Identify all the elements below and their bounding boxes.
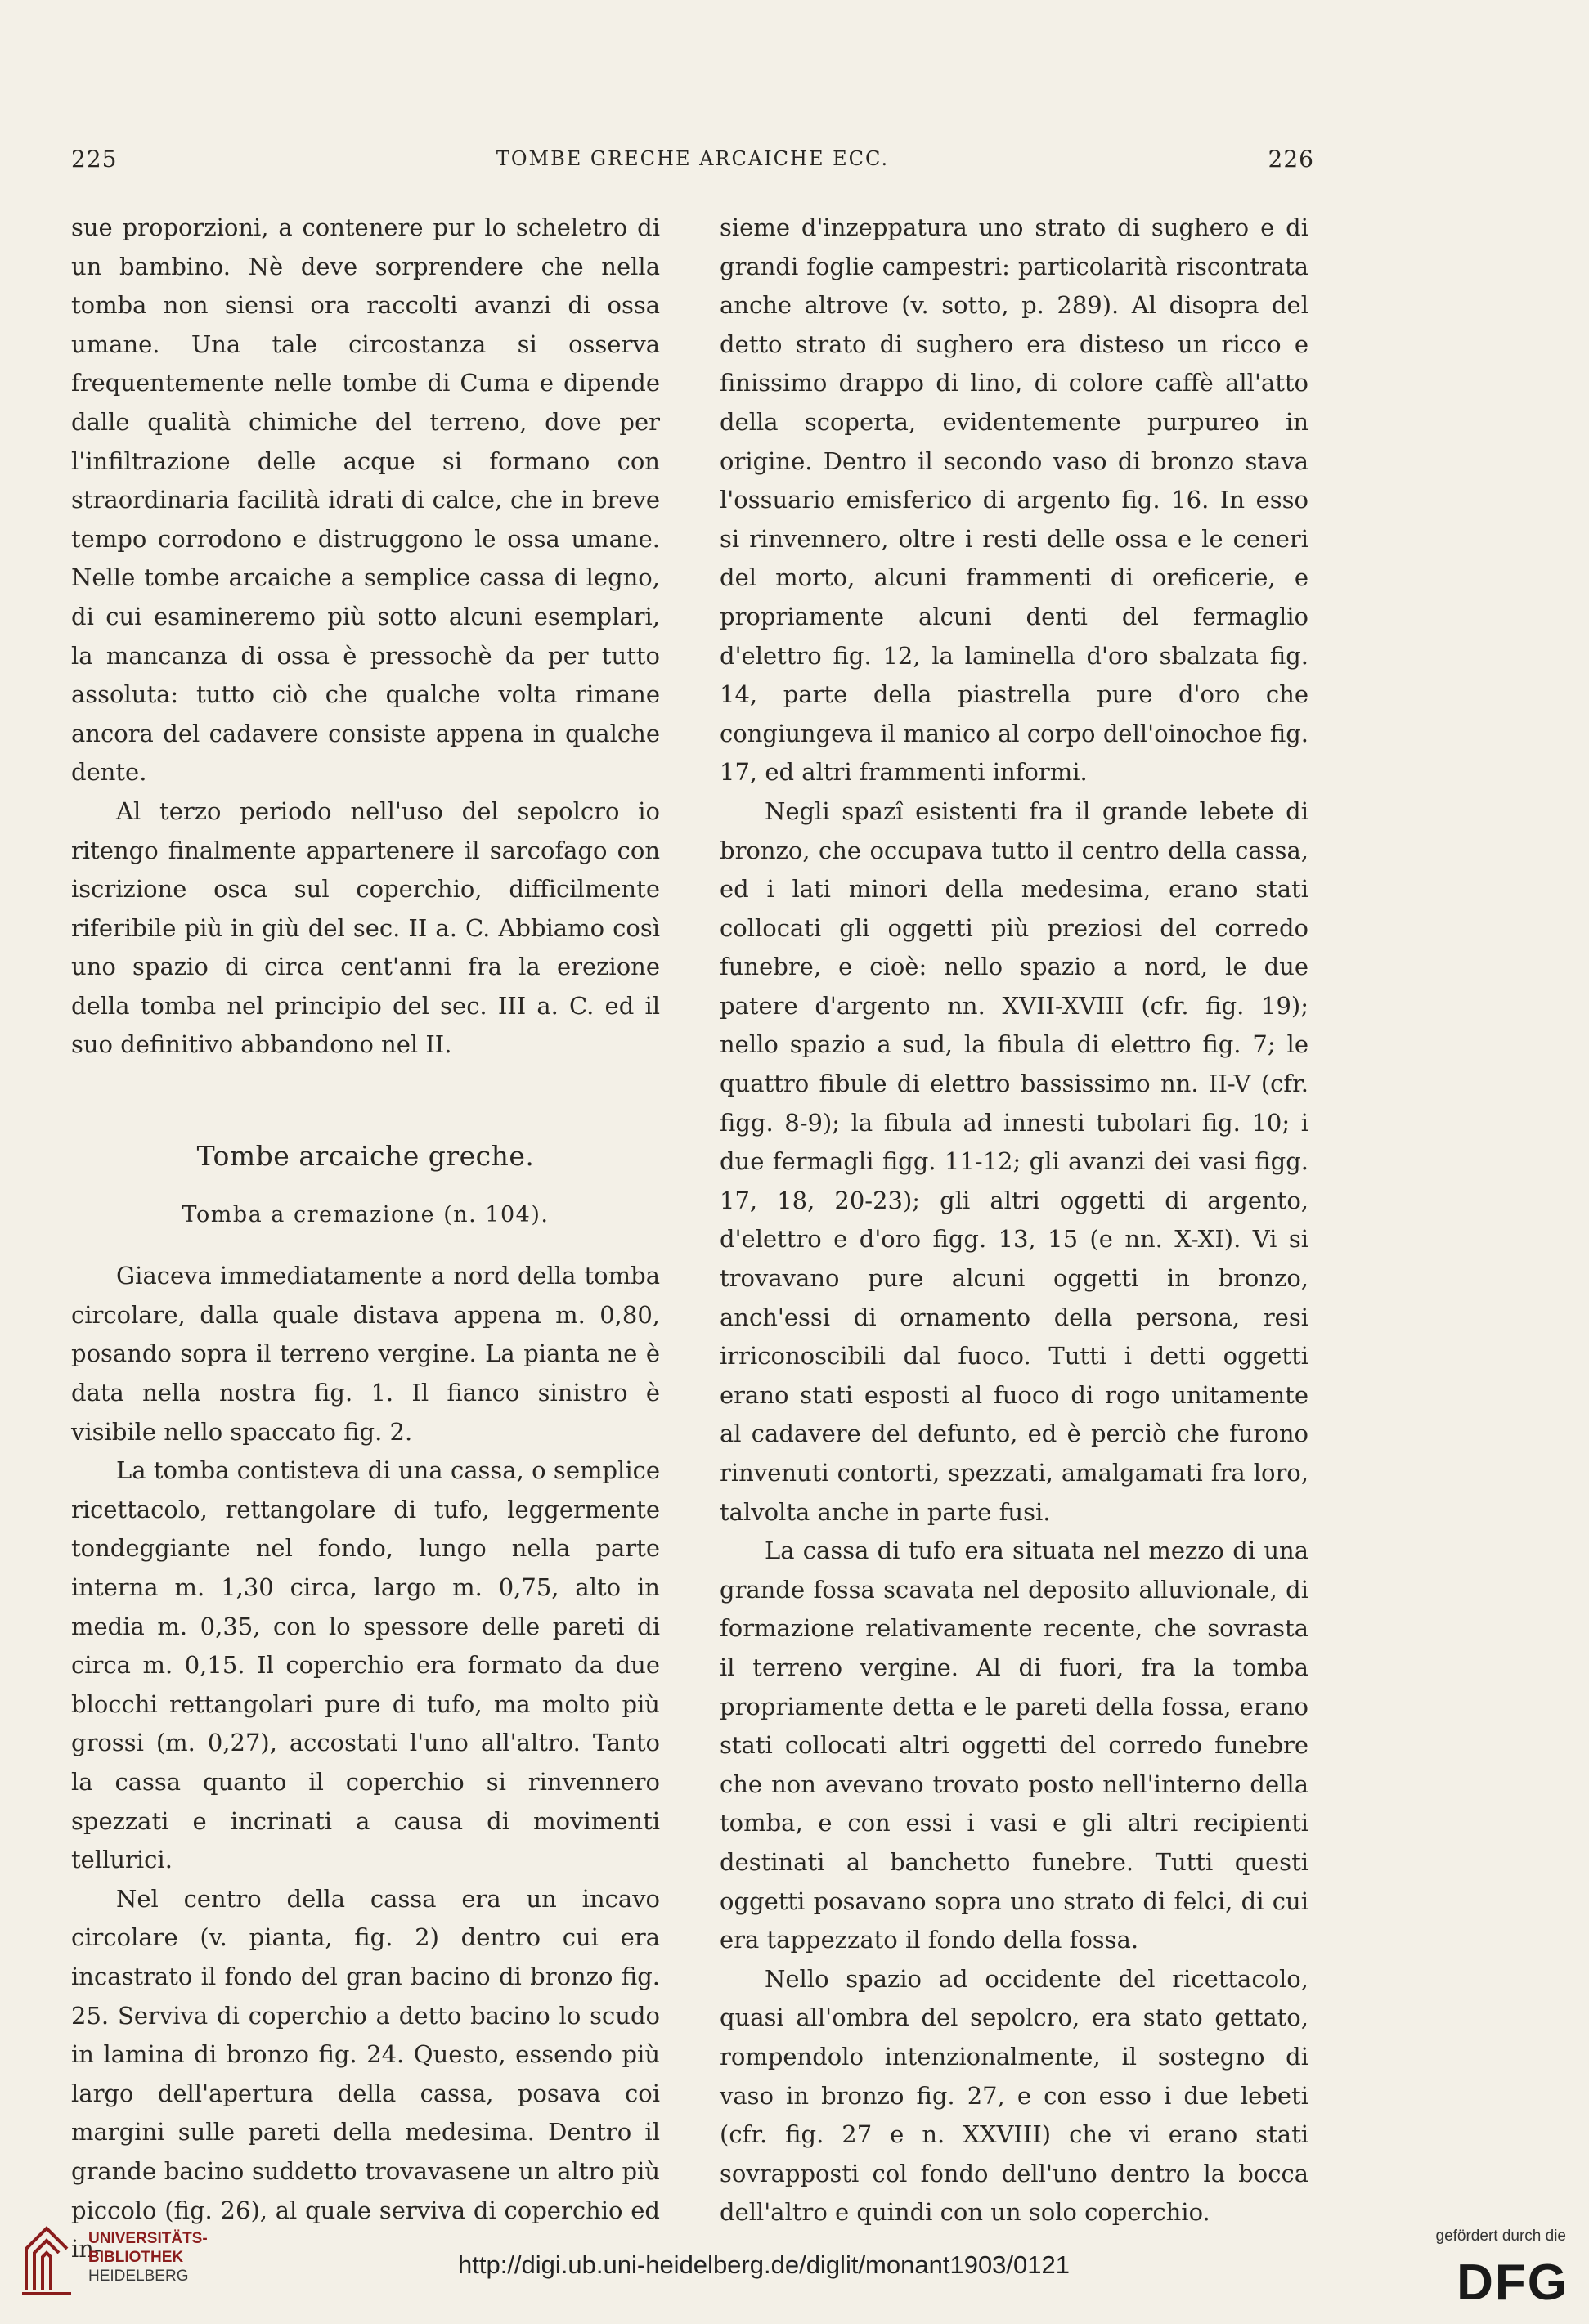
right-column — [720, 209, 1308, 2232]
paragraph: La tomba contisteva di una cassa, o semplice ricettacolo, rettangolare di tufo, leggermente tondeggiante nel fondo, lungo nella parte interna m. 1,30 circa, largo m. 0,75, alto in media m. 0,35, con lo spessore delle pareti di circa m. 0,15. Il coperchio era formato da due blocchi rettangolari pure di tufo, ma molto più grossi (m. 0,27), accostati l'uno all'altro. Tanto la cassa quanto il coperchio si rinvennero spezzati e incrinati a causa di movimenti tellurici. — [71, 1456, 660, 1874]
funding-caption: gefördert durch die — [1435, 2228, 1566, 2245]
paragraph: La cassa di tufo era situata nel mezzo di una grande fossa scavata nel deposito alluvionale, di formazione relativamente recente, che sovrasta il terreno vergine. Al di fuori, fra la tomba propriamente detta e le pareti della fossa, erano stati collocati altri oggetti del corredo funebre che non avevano trovato posto nell'interno della tomba, e con essi i vasi e gli altri recipienti destinati al banchetto funebre. Tutti questi oggetti posavano sopra uno strato di felci, di cui era tappezzato il fondo della fossa. — [720, 1537, 1308, 1954]
dfg-logo-icon: DFG — [1457, 2254, 1569, 2311]
paragraph: Nel centro della cassa era un incavo circolare (v. pianta, fig. 2) dentro cui era incastrato il fondo del gran bacino di bronzo fig. 25. Serviva di coperchio a detto bacino lo scudo in lamina di bronzo fig. 24. Questo, essendo più largo dell'apertura della cassa, posava coi margini sulle pareti della medesima. Dentro il grande bacino suddetto trovavasene un altro più piccolo (fig. 26), al quale serviva di coperchio ed in- — [71, 1884, 660, 2263]
left-column — [71, 209, 660, 2269]
paragraph: Nello spazio ad occidente del ricettacolo, quasi all'ombra del sepolcro, era stato gettato, rompendolo intenzionalmente, il sostegno di vaso in bronzo fig. 27, e con esso i due lebeti (cfr. fig. 27 e n. XXVIII) che vi erano stati sovrapposti col fondo dell'uno dentro la bocca dell'altro e quindi con un solo coperchio. — [720, 1964, 1308, 2227]
paragraph: sieme d'inzeppatura uno strato di sughero e di grandi foglie campestri: particolarità riscontrata anche altrove (v. sotto, p. 289). Al disopra del detto strato di sughero era disteso un ricco e finissimo drappo di lino, di colore caffè all'atto della scoperta, evidentemente purpureo in origine. Dentro il secondo vaso di bronzo stava l'ossuario emisferico di argento fig. 16. In esso si rinvennero, oltre i resti delle ossa e le ceneri del morto, alcuni frammenti di oreficerie, e propriamente alcuni denti del fermaglio d'elettro fig. 12, la laminella d'oro sbalzata fig. 14, parte della piastrella pure d'oro che congiungeva il manico al corpo dell'oinochoe fig. 17, ed altri frammenti informi. — [720, 213, 1308, 787]
page-number-right: 226 — [1268, 146, 1314, 173]
footer-bar — [0, 2200, 1589, 2324]
permalink-url[interactable]: http://digi.ub.uni-heidelberg.de/diglit/monant1903/0121 — [458, 2250, 1070, 2279]
paragraph: Al terzo periodo nell'uso del sepolcro io ritengo finalmente appartenere il sarcofago con iscrizione osca sul coperchio, difficilmente riferibile più in giù del sec. II a. C. Abbiamo così uno spazio di circa cent'anni fra la erezione della tomba nel principio del sec. III a. C. ed il suo definitivo abbandono nel II. — [71, 796, 660, 1059]
paragraph: Giaceva immediatamente a nord della tomba circolare, dalla quale distava appena m. 0,80, posando sopra il terreno vergine. La pianta ne è data nella nostra fig. 1. Il fianco sinistro è visibile nello spaccato fig. 2. — [71, 1262, 660, 1446]
paragraph: sue proporzioni, a contenere pur lo scheletro di un bambino. Nè deve sorprendere che nella tomba non siensi ora raccolti avanzi di ossa umane. Una tale circostanza si osserva frequentemente nelle tombe di Cuma e dipende dalle qualità chimiche del terreno, dove per l'infiltrazione delle acque si formano con straordinaria facilità idrati di calce, che in breve tempo corrodono e distruggono le ossa umane. Nelle tombe arcaiche a semplice cassa di legno, di cui esamineremo più sotto alcuni esemplari, la mancanza di ossa è pressochè da per tutto assoluta: tutto ciò che qualche volta rimane ancora del cadavere consiste appena in qualche dente. — [71, 213, 660, 787]
library-logo-icon — [18, 2216, 75, 2298]
paragraph: Negli spazî esistenti fra il grande lebete di bronzo, che occupava tutto il centro della cassa, ed i lati minori della medesima, erano stati collocati gli oggetti più preziosi del corredo funebre, e cioè: nello spazio a nord, le due patere d'argento nn. XVII-XVIII (cfr. fig. 19); nello spazio a sud, la fibula di elettro fig. 7; le quattro fibule di elettro bassissimo nn. II-V (cfr. figg. 8-9); la fibula ad innesti tubolari fig. 10; i due fermagli figg. 11-12; gli avanzi dei vasi figg. 17, 18, 20-23); gli altri oggetti di argento, d'elettro e d'oro figg. 13, 15 (e nn. X-XI). Vi si trovavano pure alcuni oggetti in bronzo, anch'essi di ornamento della persona, resi irriconoscibili dal fuoco. Tutti i detti oggetti erano stati esposti al fuoco di rogo unitamente al cadavere del defunto, ed è perciò che furono rinvenuti contorti, spezzati, amalgamati fra loro, talvolta anche in parte fusi. — [720, 796, 1308, 1526]
section-heading: Tombe arcaiche greche. — [196, 1140, 535, 1173]
page-number-left: 225 — [71, 146, 118, 173]
running-header — [71, 146, 1314, 178]
library-name: UNIVERSITÄTS- BIBLIOTHEK HEIDELBERG — [88, 2230, 208, 2285]
running-title: TOMBE GRECHE ARCAICHE ECC. — [496, 147, 890, 170]
section-subheading: Tomba a cremazione (n. 104). — [182, 1201, 550, 1227]
